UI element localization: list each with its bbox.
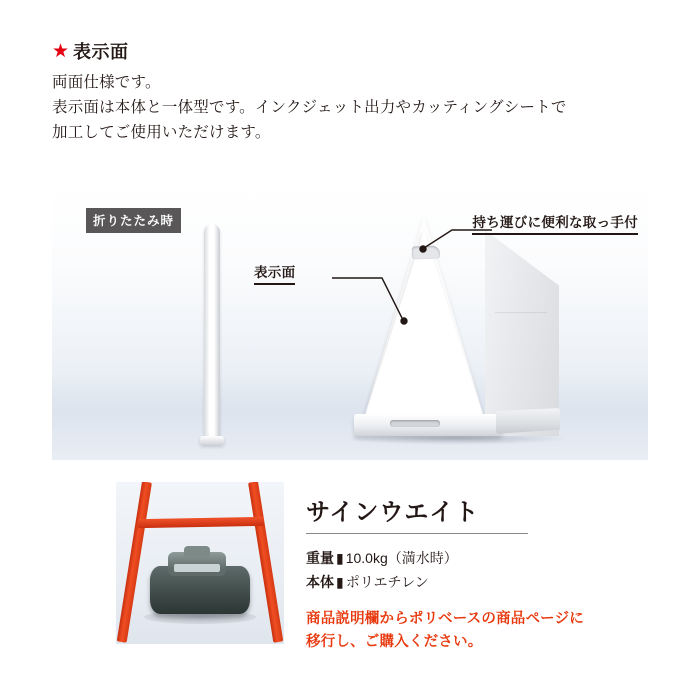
spec-value: ポリエチレン xyxy=(345,574,429,591)
purchase-note-line-1: 商品説明欄からポリベースの商品ページに xyxy=(306,611,584,628)
spec-key: 重量 xyxy=(306,550,334,566)
page-title: 表示面 xyxy=(73,42,129,62)
heading-row xyxy=(52,38,672,64)
purchase-note-line-2: 移行し、ご購入ください。 xyxy=(306,634,483,651)
description-text xyxy=(52,70,672,145)
folded-state-label: 折りたたみ時 xyxy=(86,208,181,233)
callout-display-face: 表示面 xyxy=(254,261,295,285)
spec-row xyxy=(306,546,666,570)
product-name: サインウエイト xyxy=(306,499,480,526)
sign-weight-photo xyxy=(116,482,284,644)
description-line-1: 両面仕様です。 xyxy=(52,74,161,91)
description-line-3: 加工してご使用いただけます。 xyxy=(52,124,271,142)
spec-separator: ▮ xyxy=(336,550,344,566)
product-info-block xyxy=(306,492,666,654)
weight-fill-cap xyxy=(184,546,210,558)
title-underline xyxy=(306,533,528,534)
star-icon: ★ xyxy=(52,40,70,62)
callout-carry-handle: 持ち運びに便利な取っ手付 xyxy=(472,211,638,235)
product-photo-panel xyxy=(52,186,648,460)
frame-crossbar xyxy=(138,517,264,528)
spec-row xyxy=(306,570,666,594)
spec-separator: ▮ xyxy=(336,574,344,591)
spec-value: 10.0kg（満水時） xyxy=(345,550,458,566)
description-line-2: 表示面は本体と一体型です。インクジェット出力やカッティングシートで xyxy=(52,99,567,117)
weight-label-strip xyxy=(174,564,220,572)
purchase-note xyxy=(306,608,666,654)
heading-block xyxy=(52,38,672,145)
spec-key: 本体 xyxy=(306,574,334,591)
